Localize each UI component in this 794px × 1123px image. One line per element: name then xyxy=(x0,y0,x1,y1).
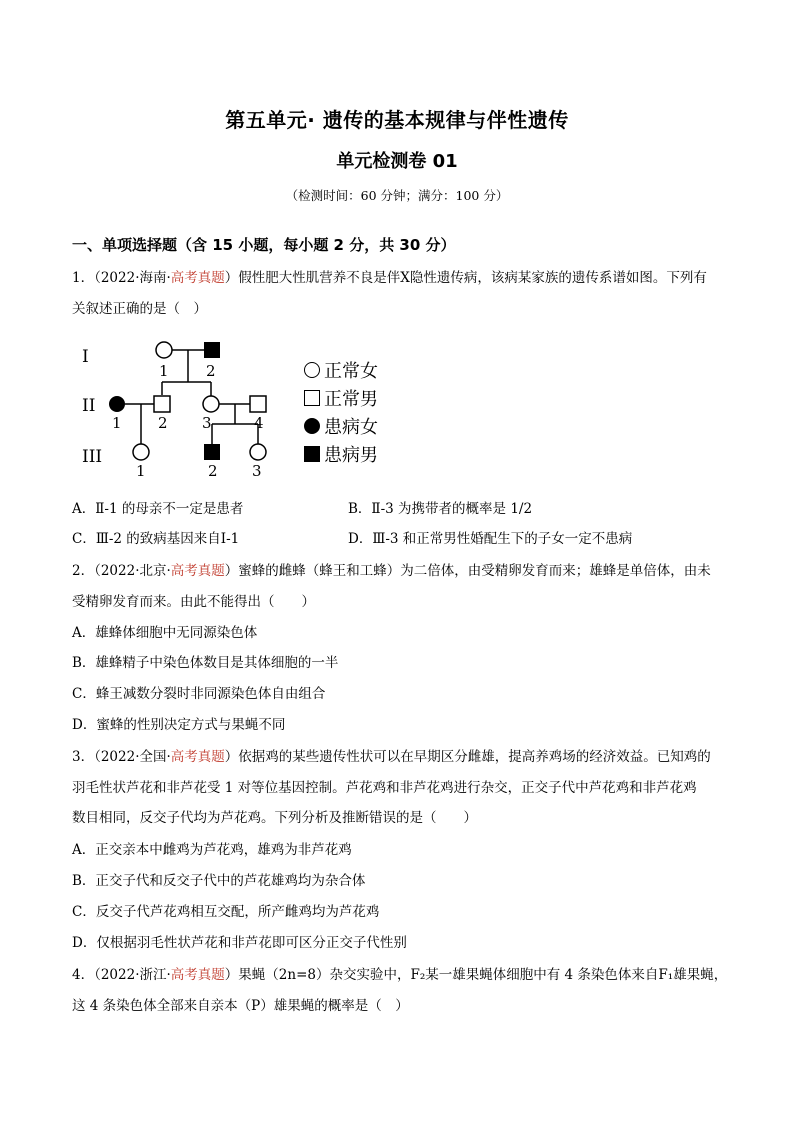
gen-label-iii: III xyxy=(82,447,103,467)
q3-stem-line1 xyxy=(72,747,711,767)
q1-source-tag: 高考真题 xyxy=(170,270,225,286)
test-info: （检测时间：60 分钟；满分：100 分） xyxy=(285,188,509,203)
q1-stem-line2: 关叙述正确的是（ ） xyxy=(72,301,207,317)
iii1-normal-female xyxy=(133,444,149,460)
q2-source-tag: 高考真题 xyxy=(170,563,225,579)
gen-label-i: I xyxy=(82,347,89,367)
ii1-affected-female xyxy=(109,396,125,412)
q1-option-a[interactable]: A．Ⅱ-1 的母亲不一定是患者 xyxy=(72,501,244,517)
q1-option-c[interactable]: C．Ⅲ-2 的致病基因来自Ⅰ-1 xyxy=(72,531,240,547)
q1-stem-line1 xyxy=(72,268,707,288)
q4-prefix: 4．（2022·浙江· xyxy=(72,967,171,983)
q3-option-b[interactable]: B．正交子代和反交子代中的芦花雄鸡均为杂合体 xyxy=(72,873,366,889)
iii3-normal-female xyxy=(250,444,266,460)
q3-stem-line3: 数目相同，反交子代均为芦花鸡。下列分析及推断错误的是（ ） xyxy=(72,810,477,826)
ii3-normal-female xyxy=(203,396,219,412)
q2-option-d[interactable]: D．蜜蜂的性别决定方式与果蝇不同 xyxy=(72,717,286,733)
i2-number: 2 xyxy=(206,362,216,380)
legend-affected-female: 患病女 xyxy=(304,412,378,440)
legend-normal-female: 正常女 xyxy=(304,356,378,384)
q2-option-c[interactable]: C．蜂王减数分裂时非同源染色体自由组合 xyxy=(72,686,326,702)
q1-stem-text: ）假性肥大性肌营养不良是伴X隐性遗传病，该病某家族的遗传系谱如图。下列有 xyxy=(224,270,707,286)
q4-stem-line1 xyxy=(72,965,727,985)
q3-stem-line2: 羽毛性状芦花和非芦花受 1 对等位基因控制。芦花鸡和非芦花鸡进行杂交，正交子代中芦花鸡和非芦花鸡 xyxy=(72,780,697,796)
iii3-number: 3 xyxy=(252,462,262,476)
q2-option-b[interactable]: B．雄蜂精子中染色体数目是其体细胞的一半 xyxy=(72,655,339,671)
iii2-number: 2 xyxy=(208,462,218,476)
q1-option-d[interactable]: D．Ⅲ-3 和正常男性婚配生下的子女一定不患病 xyxy=(348,531,633,547)
q1-prefix: 1．（2022·海南· xyxy=(72,270,171,286)
open-circle-icon xyxy=(304,362,320,378)
ii2-normal-male xyxy=(154,396,170,412)
filled-circle-icon xyxy=(304,418,320,434)
q4-stem-text: ）果蝇（2n=8）杂交实验中，F₂某一雄果蝇体细胞中有 4 条染色体来自F₁雄果蝇， xyxy=(224,967,728,983)
iii1-number: 1 xyxy=(136,462,146,476)
q2-stem-line1 xyxy=(72,561,711,581)
gen-label-ii: II xyxy=(82,396,96,416)
ii4-number: 4 xyxy=(254,414,264,432)
legend-affected-male: 患病男 xyxy=(304,440,378,468)
q4-stem-line2: 这 4 条染色体全部来自亲本（P）雄果蝇的概率是（ ） xyxy=(72,998,409,1014)
q2-stem-text: ）蜜蜂的雌蜂（蜂王和工蜂）为二倍体，由受精卵发育而来；雄蜂是单倍体，由未 xyxy=(224,563,711,579)
q1-option-b[interactable]: B．Ⅱ-3 为携带者的概率是 1/2 xyxy=(348,501,533,517)
section-heading: 一、单项选择题（含 15 小题，每小题 2 分，共 30 分） xyxy=(72,236,456,254)
pedigree-legend xyxy=(304,356,378,468)
q2-prefix: 2．（2022·北京· xyxy=(72,563,171,579)
q3-option-c[interactable]: C．反交子代芦花鸡相互交配，所产雌鸡均为芦花鸡 xyxy=(72,904,380,920)
filled-square-icon xyxy=(304,446,320,462)
q2-stem-line2: 受精卵发育而来。由此不能得出（ ） xyxy=(72,594,315,610)
i2-affected-male xyxy=(204,342,220,358)
unit-title: 第五单元· 遗传的基本规律与伴性遗传 xyxy=(225,108,569,132)
pedigree-chart xyxy=(78,336,298,476)
ii4-normal-male xyxy=(250,396,266,412)
q3-option-d[interactable]: D．仅根据羽毛性状芦花和非芦花即可区分正交子代性别 xyxy=(72,935,407,951)
q3-prefix: 3．（2022·全国· xyxy=(72,749,171,765)
q3-option-a[interactable]: A．正交亲本中雌鸡为芦花鸡，雄鸡为非芦花鸡 xyxy=(72,842,352,858)
q4-source-tag: 高考真题 xyxy=(170,967,225,983)
open-square-icon xyxy=(304,390,320,406)
legend-normal-male: 正常男 xyxy=(304,384,378,412)
ii1-number: 1 xyxy=(112,414,122,432)
q3-source-tag: 高考真题 xyxy=(170,749,225,765)
q2-option-a[interactable]: A．雄蜂体细胞中无同源染色体 xyxy=(72,625,258,641)
iii2-affected-male xyxy=(204,444,220,460)
ii3-number: 3 xyxy=(202,414,212,432)
ii2-number: 2 xyxy=(158,414,168,432)
test-subtitle: 单元检测卷 01 xyxy=(336,151,458,172)
i1-normal-female xyxy=(156,342,172,358)
q3-stem-text: ）依据鸡的某些遗传性状可以在早期区分雌雄，提高养鸡场的经济效益。已知鸡的 xyxy=(224,749,711,765)
i1-number: 1 xyxy=(159,362,169,380)
